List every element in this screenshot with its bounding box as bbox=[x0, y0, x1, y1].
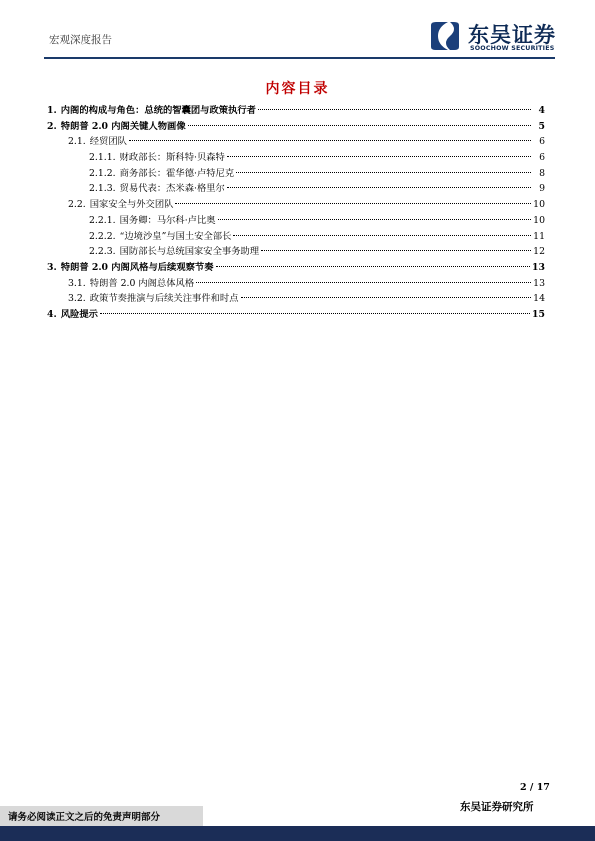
company-logo bbox=[428, 19, 558, 55]
toc-entry-title: 财政部长：斯科特·贝森特 bbox=[119, 152, 225, 164]
toc-entry-page: 15 bbox=[532, 308, 545, 320]
header-divider bbox=[44, 57, 555, 59]
toc-dot-leader bbox=[241, 297, 531, 298]
toc-entry[interactable] bbox=[47, 103, 545, 119]
toc-entry-number: 2.2.3. bbox=[89, 246, 116, 258]
toc-entry[interactable] bbox=[47, 213, 545, 229]
table-of-contents bbox=[47, 103, 545, 323]
toc-entry-title: “边境沙皇”与国土安全部长 bbox=[119, 230, 232, 242]
report-type-label: 宏观深度报告 bbox=[49, 34, 112, 46]
logo-english-name: SOOCHOW SECURITIES bbox=[470, 45, 555, 52]
toc-entry[interactable] bbox=[47, 166, 545, 182]
toc-dot-leader bbox=[100, 313, 530, 314]
toc-entry-page: 14 bbox=[533, 293, 545, 305]
toc-entry[interactable] bbox=[47, 229, 545, 245]
toc-entry[interactable] bbox=[47, 119, 545, 135]
toc-entry[interactable] bbox=[47, 134, 545, 150]
toc-title: 内容目录 bbox=[265, 81, 330, 97]
toc-dot-leader bbox=[188, 125, 531, 126]
toc-entry-page: 12 bbox=[533, 246, 545, 258]
toc-entry-title: 政策节奏推演与后续关注事件和时点 bbox=[89, 293, 239, 305]
toc-dot-leader bbox=[196, 282, 531, 283]
toc-dot-leader bbox=[261, 250, 531, 251]
toc-dot-leader bbox=[236, 172, 531, 173]
page-number: 2 / 17 bbox=[520, 782, 550, 793]
toc-entry-page: 9 bbox=[539, 183, 545, 195]
toc-dot-leader bbox=[258, 109, 531, 110]
toc-entry-page: 10 bbox=[533, 199, 545, 211]
toc-entry-title: 内阁的构成与角色：总统的智囊团与政策执行者 bbox=[60, 105, 256, 116]
toc-dot-leader bbox=[227, 187, 531, 188]
toc-entry[interactable] bbox=[47, 291, 545, 307]
footer-bar bbox=[0, 826, 595, 841]
disclaimer-box bbox=[0, 806, 203, 826]
toc-entry-number: 2.1.1. bbox=[89, 152, 116, 164]
toc-entry-number: 4. bbox=[47, 308, 57, 320]
toc-entry[interactable] bbox=[47, 276, 545, 292]
toc-dot-leader bbox=[175, 203, 531, 204]
toc-dot-leader bbox=[233, 235, 531, 236]
toc-entry-title: 国防部长与总统国家安全事务助理 bbox=[119, 246, 260, 258]
toc-entry-page: 6 bbox=[539, 136, 545, 148]
toc-dot-leader bbox=[129, 140, 531, 141]
toc-dot-leader bbox=[218, 219, 531, 220]
toc-dot-leader bbox=[216, 266, 531, 267]
toc-entry-page: 6 bbox=[539, 152, 545, 164]
toc-entry-page: 4 bbox=[538, 105, 545, 116]
toc-entry[interactable] bbox=[47, 197, 545, 213]
toc-entry-title: 贸易代表：杰米森·格里尔 bbox=[119, 183, 225, 195]
toc-entry[interactable] bbox=[47, 244, 545, 260]
toc-entry-page: 13 bbox=[532, 261, 545, 273]
toc-entry-number: 2.1.3. bbox=[89, 183, 116, 195]
toc-entry-number: 2.1. bbox=[68, 136, 86, 148]
toc-entry-number: 3. bbox=[47, 261, 57, 273]
toc-entry-number: 2.2.1. bbox=[89, 214, 116, 226]
toc-entry-number: 1. bbox=[47, 105, 57, 116]
toc-entry-page: 5 bbox=[538, 120, 545, 132]
toc-entry-page: 13 bbox=[533, 277, 545, 289]
toc-entry-title: 国务卿：马尔科·卢比奥 bbox=[119, 214, 216, 226]
toc-entry-title: 经贸团队 bbox=[89, 136, 127, 148]
toc-entry-title: 特朗普 2.0 内阁总体风格 bbox=[89, 277, 195, 289]
toc-entry-title: 国家安全与外交团队 bbox=[89, 199, 174, 211]
toc-entry-number: 2.1.2. bbox=[89, 167, 116, 179]
toc-entry-number: 3.2. bbox=[68, 293, 86, 305]
toc-entry-title: 商务部长：霍华德·卢特尼克 bbox=[119, 167, 235, 179]
toc-entry[interactable] bbox=[47, 307, 545, 323]
toc-entry-page: 10 bbox=[533, 214, 545, 226]
toc-entry-page: 8 bbox=[539, 167, 545, 179]
soochow-logo-icon bbox=[428, 21, 462, 51]
toc-entry-title: 特朗普 2.0 内阁风格与后续观察节奏 bbox=[60, 261, 214, 273]
disclaimer-text: 请务必阅读正文之后的免责声明部分 bbox=[8, 812, 161, 823]
toc-entry-title: 特朗普 2.0 内阁关键人物画像 bbox=[60, 120, 186, 132]
toc-entry[interactable] bbox=[47, 260, 545, 276]
toc-entry[interactable] bbox=[47, 150, 545, 166]
toc-entry-number: 2.2. bbox=[68, 199, 86, 211]
toc-dot-leader bbox=[227, 156, 531, 157]
toc-entry-title: 风险提示 bbox=[60, 308, 98, 320]
toc-entry-page: 11 bbox=[533, 230, 545, 242]
logo-chinese-name: 东吴证券 bbox=[468, 23, 556, 47]
toc-entry-number: 2. bbox=[47, 120, 57, 132]
footer-company: 东吴证券研究所 bbox=[460, 801, 534, 813]
toc-entry-number: 2.2.2. bbox=[89, 230, 116, 242]
toc-entry[interactable] bbox=[47, 181, 545, 197]
toc-entry-number: 3.1. bbox=[68, 277, 86, 289]
